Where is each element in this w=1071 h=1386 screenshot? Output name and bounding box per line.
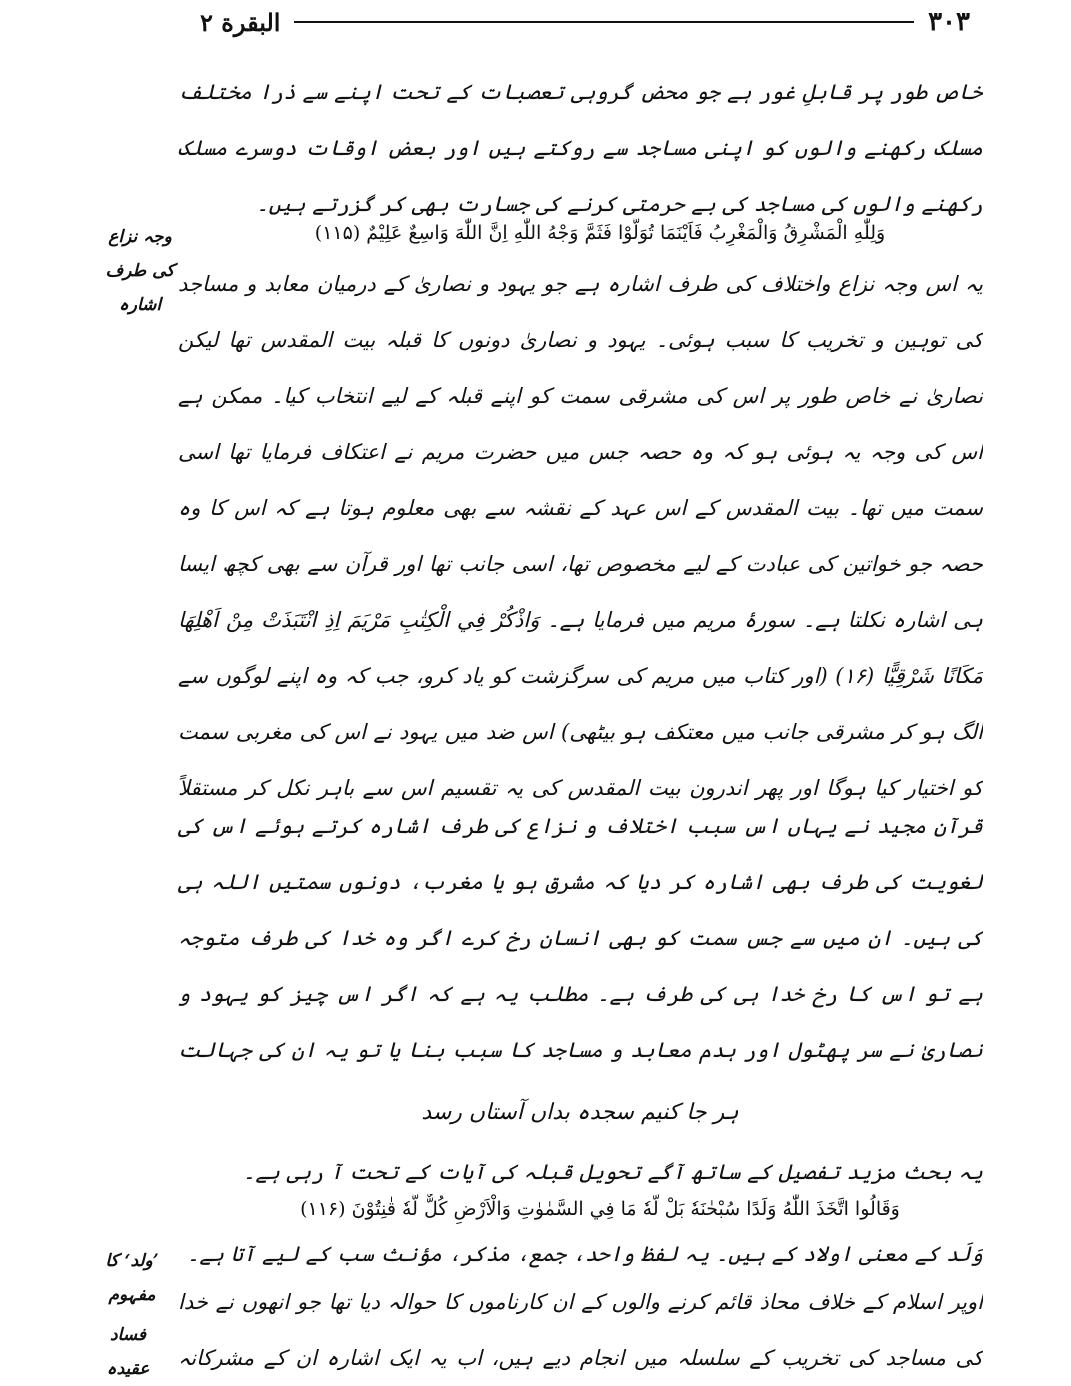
ayah-115: وَلِلّٰهِ الْمَشْرِقُ وَالْمَغْرِبُ فَاَيْنَمَا تُوَلُّوْا فَثَمَّ وَجْهُ اللّٰهِ اِنَّ اللّٰهَ وَاسِعٌ عَلِيْمٌ (۱۱۵) [314,222,886,244]
paragraph-1: خاص طور پر قابلِ غور ہے جو محض گروہی تعصبات کے تحت اپنے سے ذرا مختلف مسلک رکھنے والوں کو اپنی مساجد سے روکتے ہیں اور بعض اوقات دوسرے مسلک رکھنے والوں کی مساجد کی بے حرمتی کرنے کی جسارت بھی کر گزرتے ہیں۔ [178,80,983,216]
margin-note-3: فساد عقیدہ [106,1325,150,1379]
paragraph-2: یہ اس وجہ نزاع واختلاف کی طرف اشارہ ہے جو یہود و نصاریٰ کے درمیان معابد و مساجد کی توہین و تخریب کا سبب ہوئی۔ یہود و نصاریٰ دونوں کا قبلہ بیت المقدس تھا لیکن نصاریٰ نے خاص طور پر اس کی مشرقی سمت کو اپنے قبلہ کے لیے انتخاب کیا۔ ممکن ہے اس کی وجہ یہ ہوئی ہو کہ وہ حصہ جس میں حضرت مریم نے اعتکاف فرمایا تھا اسی سمت میں تھا۔ بیت المقدس کے اس عہد کے نقشہ سے بھی معلوم ہوتا ہے کہ اس کا وہ حصہ جو خواتین کی عبادت کے لیے مخصوص تھا، اسی جانب تھا اور قرآن سے بھی کچھ ایسا ہی اشارہ نکلتا ہے۔ سورۂ مریم میں فرمایا ہے۔ وَاذْكُرْ فِي الْكِتٰبِ مَرْيَمَ اِذِ انْتَبَذَتْ مِنْ اَهْلِهَا مَكَانًا شَرْقِيًّا (۱۶) (اور کتاب میں مریم کی سرگزشت کو یاد کرو، جب کہ وہ اپنے لوگوں سے الگ ہو کر مشرقی جانب میں معتکف ہو بیٹھی) اس ضد میں یہود نے اس کی مغربی سمت کو اختیار کیا ہوگا اور پھر اندرون بیت المقدس کی یہ تقسیم اس سے باہر نکل کر مستقلاً [178,272,983,800]
sura-title: البقرة ۲ [200,7,281,37]
paragraph-5: وَلَد کے معنی اولاد کے ہیں۔ یہ لفظ واحد، جمع، مذکر، مؤنث سب کے لیے آتا ہے۔ [187,1242,983,1266]
running-header [200,4,970,40]
margin-note-1: وجہ نزاع کی طرف اشارہ [105,227,175,315]
header-rule [294,21,914,23]
ayah-116: وَقَالُوا اتَّخَذَ اللّٰهُ وَلَدًا سُبْحٰنَهٗ بَلْ لَّهٗ مَا فِي السَّمٰوٰتِ وَالْاَرْضِ كُلٌّ لَّهٗ قٰنِتُوْنَ (۱۱۶) [300,1198,900,1220]
margin-note-2: ’ولد‘ کا مفہوم [105,1251,159,1305]
persian-verse: ہر جا کنیم سجدہ بداں آستاں رسد [421,1100,739,1125]
page-number: ۳۰۳ [928,7,970,37]
paragraph-6: اوپر اسلام کے خلاف محاذ قائم کرنے والوں کے ان کارناموں کا حوالہ دیا تھا جو انھوں نے خدا کی مساجد کی تخریب کے سلسلہ میں انجام دیے ہیں، اب یہ ایک اشارہ ان کے مشرکانہ [178,1290,983,1370]
paragraph-4: یہ بحث مزید تفصیل کے ساتھ آگے تحویل قبلہ کی آیات کے تحت آ رہی ہے۔ [243,1160,983,1184]
paragraph-3: قرآن مجید نے یہاں اس سبب اختلاف و نزاع کی طرف اشارہ کرتے ہوئے اس کی لغویت کی طرف بھی اشارہ کر دیا کہ مشرق ہو یا مغرب، دونوں سمتیں اللہ ہی کی ہیں۔ ان میں سے جس سمت کو بھی انسان رخ کرے اگر وہ خدا کی طرف متوجہ ہے تو اس کا رخ خدا ہی کی طرف ہے۔ مطلب یہ ہے کہ اگر اس چیز کو یہود و نصاریٰ نے سر پھٹول اور ہدم معابد و مساجد کا سبب بنا یا تو یہ ان کی جہالت [178,814,983,1062]
